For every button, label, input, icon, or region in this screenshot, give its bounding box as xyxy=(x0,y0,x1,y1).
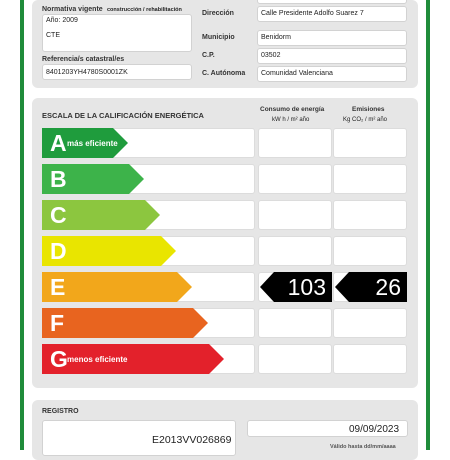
normativa-sub-label: construcción / rehabilitación xyxy=(107,7,182,13)
energy-bar-letter-e: E xyxy=(50,274,66,300)
normativa-value: CTE xyxy=(46,32,60,39)
municipio-label: Municipio xyxy=(202,34,235,41)
energy-bar-d xyxy=(42,236,176,266)
consumo-value: 103 xyxy=(287,274,326,300)
energy-bar-letter-a: A xyxy=(50,130,67,156)
registro-valid-label: Válido hasta dd/mm/aaaa xyxy=(330,444,396,450)
emisiones-unit: Kg CO₂ / m² año xyxy=(343,117,388,123)
registro-date: 09/09/2023 xyxy=(349,424,400,435)
autonomia-label: C. Autónoma xyxy=(202,70,246,77)
energy-bar-letter-c: C xyxy=(50,202,67,228)
energy-bar-letter-b: B xyxy=(50,166,67,192)
cp-value: 03502 xyxy=(261,52,281,59)
autonomia-value: Comunidad Valenciana xyxy=(261,70,333,77)
energy-bar-shape-f xyxy=(42,308,208,338)
emisiones-label: Emisiones xyxy=(352,106,385,113)
consumo-cell-f xyxy=(258,308,332,338)
ref-catastral-value: 8401203YH4780S0001ZK xyxy=(46,69,128,76)
direccion-value: Calle Presidente Adolfo Suarez 7 xyxy=(261,10,364,17)
consumo-cell-d xyxy=(258,236,332,266)
emisiones-rating-badge xyxy=(335,272,407,302)
emisiones-cell-g xyxy=(333,344,407,374)
consumo-cell-a xyxy=(258,128,332,158)
energy-bar-desc-a: más eficiente xyxy=(67,139,118,148)
normativa-year: Año: 2009 xyxy=(46,17,78,24)
energy-bar-a xyxy=(42,128,128,158)
energy-bar-g xyxy=(42,344,224,374)
energy-bar-b xyxy=(42,164,144,194)
energy-bar-e xyxy=(42,272,192,302)
emisiones-cell-c xyxy=(333,200,407,230)
frame-right-border xyxy=(426,0,430,450)
registro-number: E2013VV026869 xyxy=(152,434,232,446)
normativa-label: Normativa vigente xyxy=(42,6,103,13)
top-cut-box xyxy=(257,0,407,4)
ref-catastral-label: Referencia/s catastral/es xyxy=(42,56,125,63)
emisiones-value: 26 xyxy=(375,274,401,300)
emisiones-cell-b xyxy=(333,164,407,194)
municipio-value: Benidorm xyxy=(261,34,291,41)
frame-left-border xyxy=(20,0,24,450)
energy-bar-desc-g: menos eficiente xyxy=(67,355,128,364)
consumo-cell-g xyxy=(258,344,332,374)
energy-bar-letter-f: F xyxy=(50,310,65,336)
emisiones-cell-f xyxy=(333,308,407,338)
energy-bar-letter-g: G xyxy=(50,346,68,372)
consumo-unit: kW h / m² año xyxy=(272,117,310,123)
consumo-rating-badge xyxy=(260,272,332,302)
registro-label: REGISTRO xyxy=(42,408,79,415)
cp-label: C.P. xyxy=(202,52,215,59)
energy-bar-fill-f xyxy=(42,308,208,338)
emisiones-cell-d xyxy=(333,236,407,266)
energy-bar-f xyxy=(42,308,208,338)
consumo-cell-b xyxy=(258,164,332,194)
scale-title: ESCALA DE LA CALIFICACIÓN ENERGÉTICA xyxy=(42,111,204,120)
direccion-label: Dirección xyxy=(202,10,234,17)
energy-bar-letter-d: D xyxy=(50,238,67,264)
energy-bar-c xyxy=(42,200,160,230)
consumo-cell-c xyxy=(258,200,332,230)
consumo-label: Consumo de energía xyxy=(260,106,325,113)
emisiones-cell-a xyxy=(333,128,407,158)
